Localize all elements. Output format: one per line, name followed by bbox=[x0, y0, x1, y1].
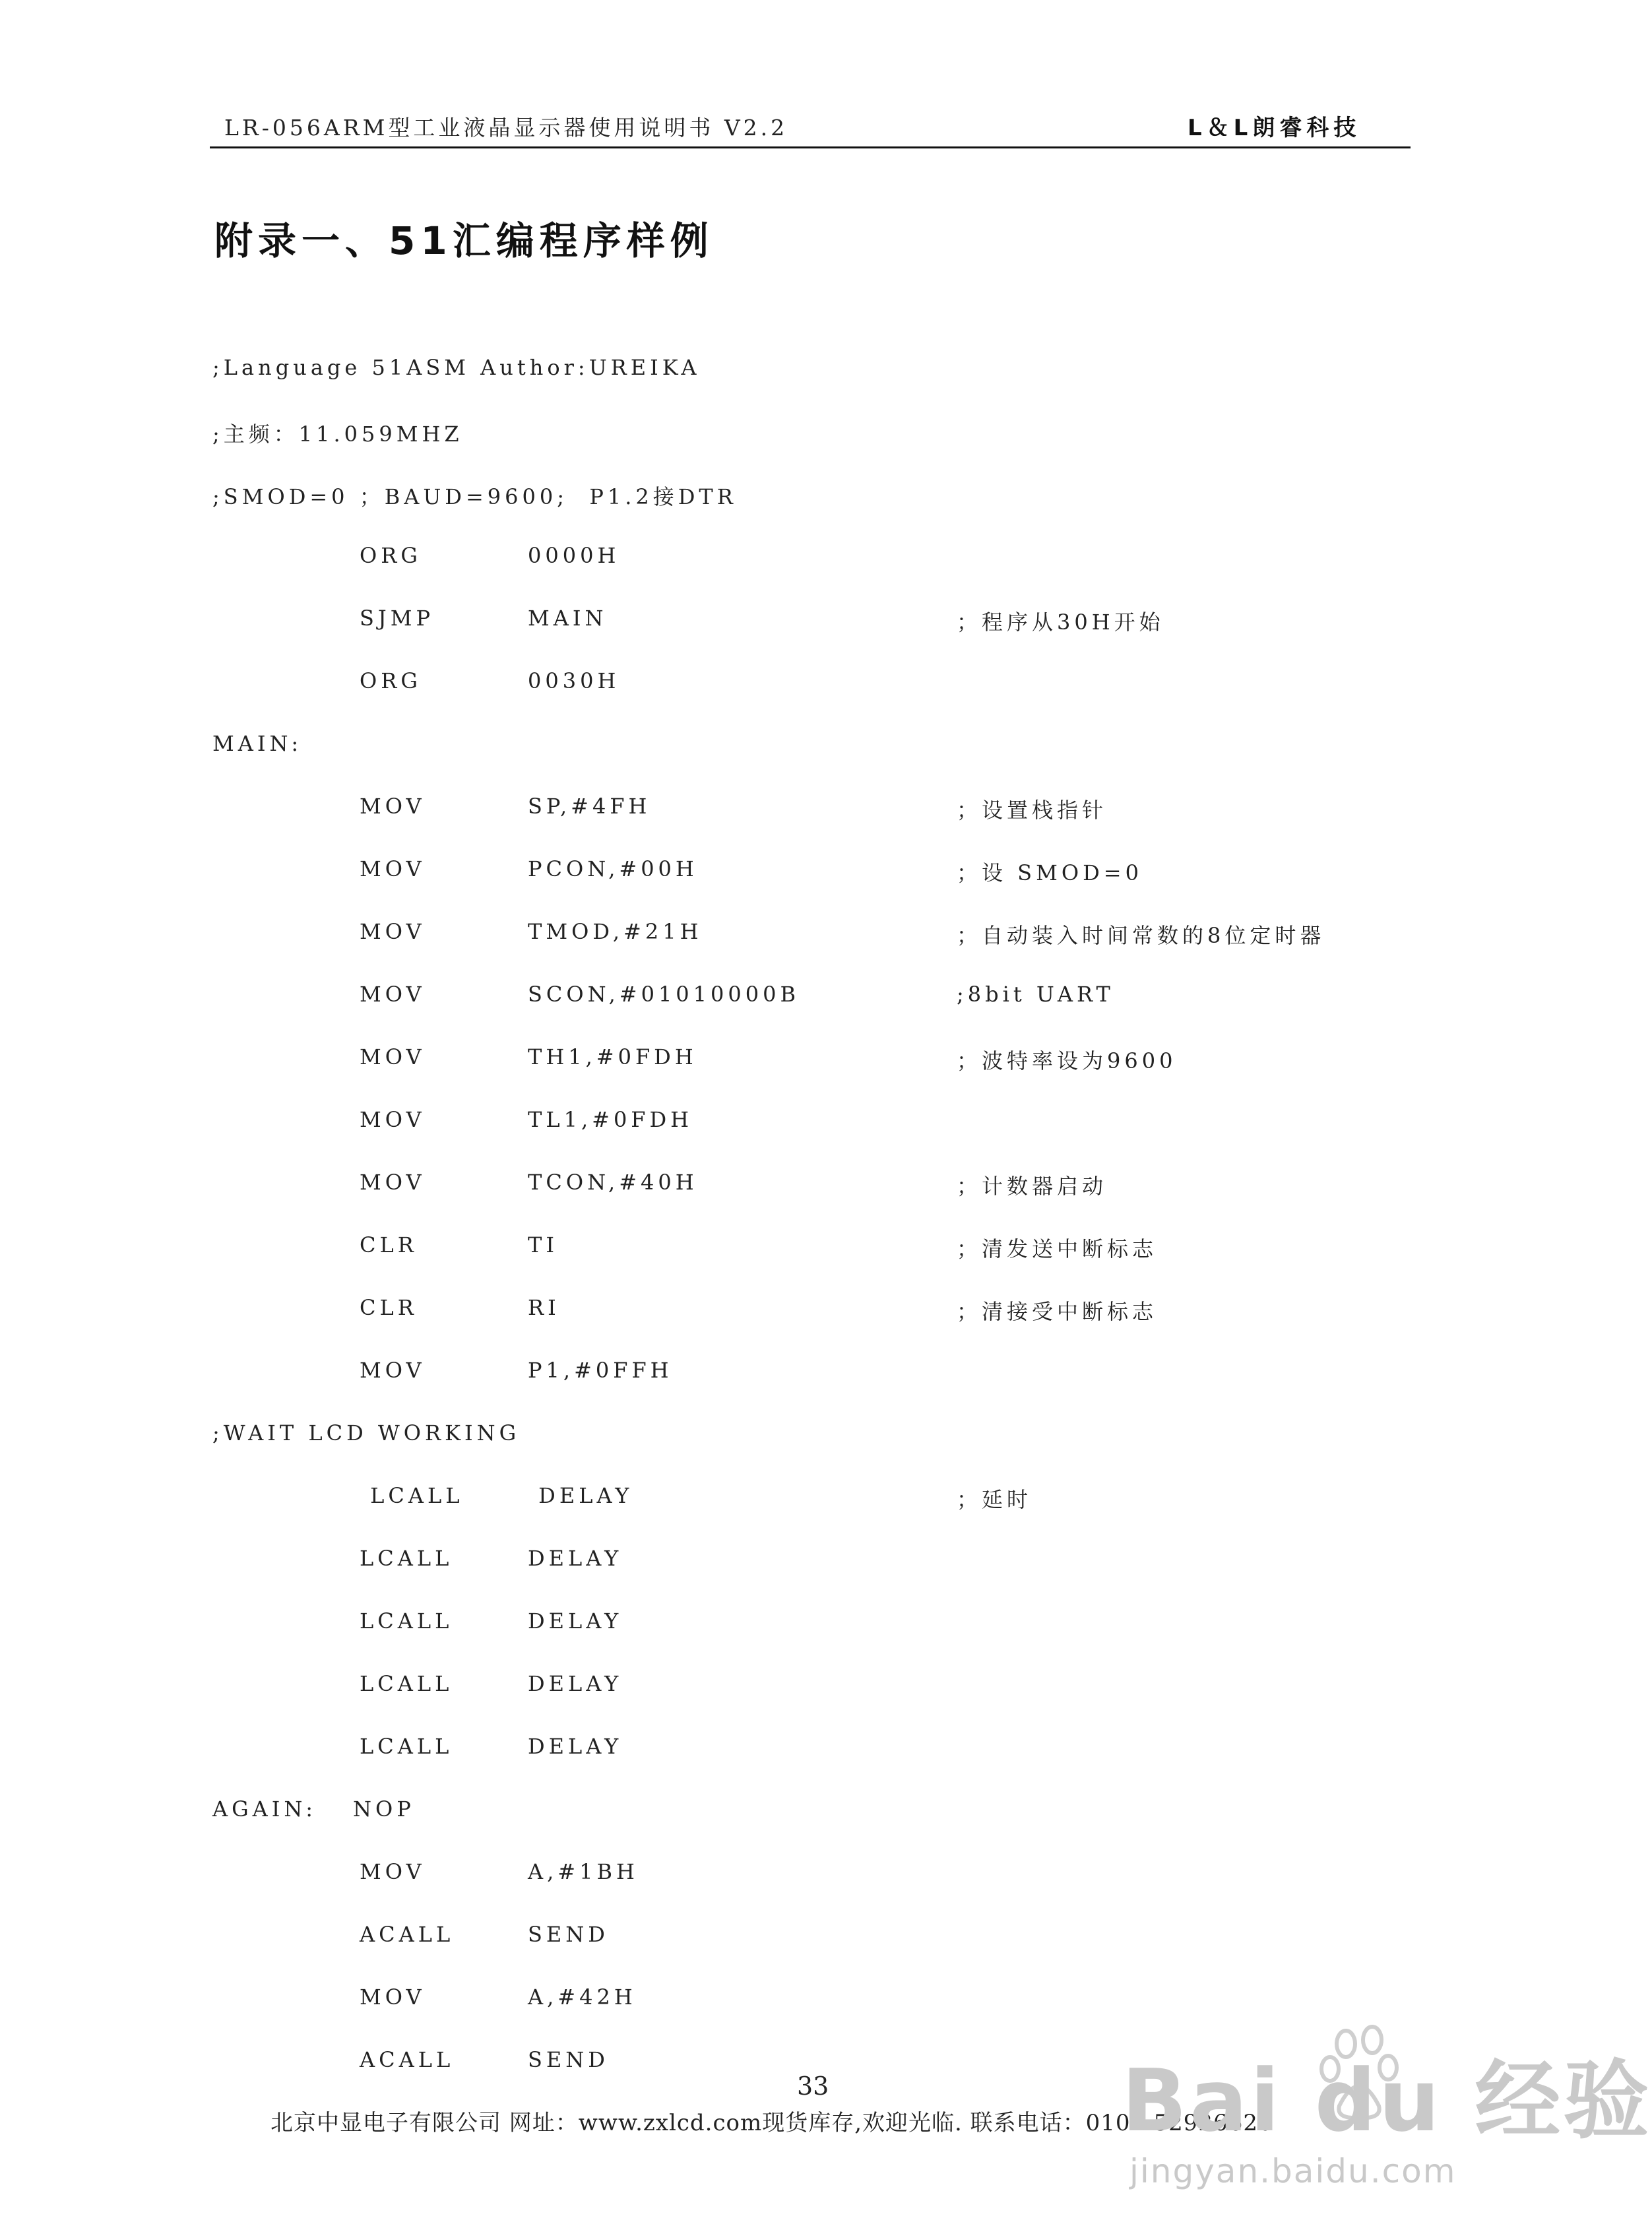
code-comment: ；设置栈指针 bbox=[957, 798, 1108, 823]
watermark-url: jingyan.baidu.com bbox=[1129, 2152, 1457, 2190]
code-label: ;SMOD=0 ；BAUD=9600; P1.2接DTR bbox=[212, 484, 737, 509]
code-comment: ；延时 bbox=[957, 1487, 1032, 1512]
code-arg: A,#1BH bbox=[528, 1859, 639, 1884]
code-label: ;WAIT LCD WORKING bbox=[212, 1420, 521, 1445]
code-op: MOV bbox=[360, 1044, 426, 1069]
code-arg: RI bbox=[528, 1295, 560, 1320]
code-label: AGAIN: bbox=[212, 1796, 317, 1822]
code-label: MAIN: bbox=[212, 731, 303, 756]
code-comment: ；设 SMOD=0 bbox=[957, 860, 1143, 885]
code-comment: ；清接受中断标志 bbox=[957, 1299, 1158, 1324]
code-label: ;主频：11.059MHZ bbox=[212, 422, 463, 447]
code-op: LCALL bbox=[360, 1608, 453, 1634]
code-comment: ；计数器启动 bbox=[957, 1174, 1108, 1199]
code-op: ORG bbox=[360, 543, 422, 568]
code-arg: PCON,#00H bbox=[528, 856, 698, 881]
code-arg: TL1,#0FDH bbox=[528, 1107, 693, 1132]
code-op: MOV bbox=[360, 919, 426, 944]
code-arg: SEND bbox=[528, 1922, 609, 1947]
code-comment: ；程序从30H开始 bbox=[957, 610, 1164, 635]
code-arg: A,#42H bbox=[528, 1984, 637, 2010]
code-op: LCALL bbox=[360, 1483, 464, 1508]
code-op: LCALL bbox=[360, 1546, 453, 1571]
header-right-brand: L＆L朗睿科技 bbox=[1188, 115, 1361, 141]
code-arg: TI bbox=[528, 1232, 558, 1257]
code-arg: 0000H bbox=[528, 543, 620, 568]
code-op: ACALL bbox=[360, 1922, 455, 1947]
header-left-title: LR-056ARM型工业液晶显示器使用说明书 V2.2 bbox=[224, 115, 788, 141]
code-comment: ；自动装入时间常数的8位定时器 bbox=[957, 923, 1325, 948]
watermark-logo: Bai du 经验 bbox=[1122, 2050, 1652, 2151]
code-op: MOV bbox=[360, 1170, 426, 1195]
code-arg: DELAY bbox=[528, 1671, 623, 1696]
code-arg: DELAY bbox=[528, 1483, 633, 1508]
code-arg: SCON,#01010000B bbox=[528, 982, 800, 1007]
code-op: SJMP bbox=[360, 606, 435, 631]
code-op: MOV bbox=[360, 1358, 426, 1383]
code-arg: P1,#0FFH bbox=[528, 1358, 673, 1383]
code-op: MOV bbox=[360, 982, 426, 1007]
code-op: MOV bbox=[360, 1859, 426, 1884]
code-arg: DELAY bbox=[528, 1734, 623, 1759]
code-arg: MAIN bbox=[528, 606, 608, 631]
code-arg: TMOD,#21H bbox=[528, 919, 703, 944]
code-arg: TCON,#40H bbox=[528, 1170, 698, 1195]
footer-contact: 北京中显电子有限公司 网址：www.zxlcd.com现货库存,欢迎光临. 联系电话：010—52926620 bbox=[270, 2110, 1273, 2136]
code-comment: ；清发送中断标志 bbox=[957, 1236, 1158, 1261]
page-title: 附录一、51汇编程序样例 bbox=[214, 218, 714, 263]
code-op: MOV bbox=[360, 1107, 426, 1132]
code-op: NOP bbox=[353, 1796, 415, 1822]
code-op: CLR bbox=[360, 1295, 418, 1320]
code-op: CLR bbox=[360, 1232, 418, 1257]
code-op: MOV bbox=[360, 794, 426, 819]
code-op: ACALL bbox=[360, 2047, 455, 2072]
code-op: MOV bbox=[360, 856, 426, 881]
code-comment: ；波特率设为9600 bbox=[957, 1048, 1177, 1073]
code-op: LCALL bbox=[360, 1734, 453, 1759]
code-op: LCALL bbox=[360, 1671, 453, 1696]
page-number: 33 bbox=[797, 2072, 829, 2101]
code-label: ;Language 51ASM Author:UREIKA bbox=[212, 355, 701, 380]
code-arg: 0030H bbox=[528, 668, 620, 693]
code-arg: DELAY bbox=[528, 1608, 623, 1634]
code-arg: TH1,#0FDH bbox=[528, 1044, 697, 1069]
code-comment: ;8bit UART bbox=[957, 982, 1114, 1007]
code-op: ORG bbox=[360, 668, 422, 693]
code-arg: SEND bbox=[528, 2047, 609, 2072]
code-op: MOV bbox=[360, 1984, 426, 2010]
code-arg: DELAY bbox=[528, 1546, 623, 1571]
header-rule bbox=[210, 146, 1411, 148]
code-arg: SP,#4FH bbox=[528, 794, 651, 819]
